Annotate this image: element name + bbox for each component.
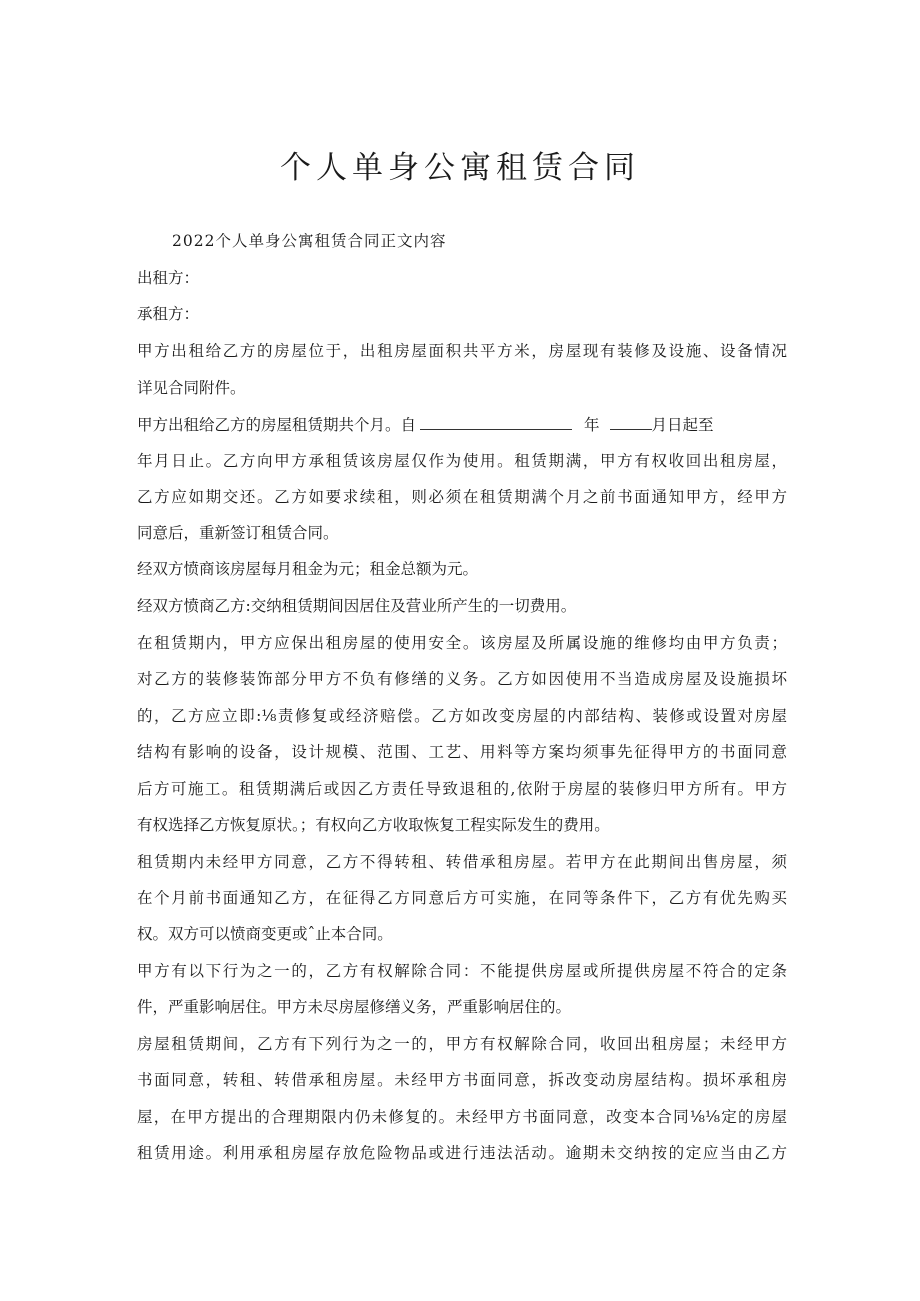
body-line: 甲方有以下行为之一的，乙方有权解除合同：不能提供房屋或所提供房屋不符合的定条 — [137, 962, 787, 980]
lease-term-text: 甲方出租给乙方的房屋租赁期共个月。自 — [137, 416, 417, 434]
body-line: 对乙方的装修装饰部分甲方不负有修缮的义务。乙方如因使用不当造成房屋及设施损坏 — [137, 670, 787, 688]
body-line: 同意后，重新签订租赁合同。 — [137, 524, 339, 542]
body-line: 详见合同附件。 — [137, 379, 246, 397]
body-line: 经双方愤商乙方:交纳租赁期间因居住及营业所产生的一切费用。 — [137, 597, 577, 615]
body-line: 年月日止。乙方向甲方承租赁该房屋仅作为使用。租赁期满，甲方有权收回出租房屋， — [137, 452, 787, 470]
body-line: 屋，在甲方提出的合理期限内仍未修复的。未经甲方书面同意，改变本合同⅛⅛定的房屋 — [137, 1108, 787, 1126]
body-line: 结构有影响的设备，设计规模、范围、工艺、用料等方案均须事先征得甲方的书面同意 — [137, 743, 787, 761]
month-day-label: 月日起至 — [651, 416, 714, 434]
body-line: 权。双方可以愤商变更或ˆ止本合同。 — [137, 925, 393, 943]
start-year-blank — [420, 413, 572, 430]
body-line: 书面同意，转租、转借承租房屋。未经甲方书面同意，拆改变动房屋结构。损坏承租房 — [137, 1071, 787, 1089]
body-line: 在个月前书面通知乙方，在征得乙方同意后方可实施，在同等条件下，乙方有优先购买 — [137, 889, 787, 907]
lessee-label: 承租方： — [137, 305, 200, 323]
body-line: 后方可施工。租赁期满后或因乙方责任导致退租的,依附于房屋的装修归甲方所有。甲方 — [137, 780, 787, 798]
year-label: 年 — [584, 416, 600, 434]
document-title: 个人单身公寓租赁合同 — [280, 150, 640, 186]
lessor-label: 出租方： — [137, 269, 200, 287]
body-line: 经双方愤商该房屋每月租金为元；租金总额为元。 — [137, 560, 479, 578]
lease-term-line — [137, 413, 787, 436]
body-line: 租赁用途。利用承租房屋存放危险物品或进行违法活动。逾期未交纳按的定应当由乙方 — [137, 1144, 787, 1162]
document-subtitle: 2022个人单身公寓租赁合同正文内容 — [172, 232, 447, 250]
body-line: 乙方应如期交还。乙方如要求续租，则必须在租赁期满个月之前书面通知甲方，经甲方 — [137, 488, 787, 506]
body-line: 在租赁期内，甲方应保出租房屋的使用安全。该房屋及所属设施的维修均由甲方负责； — [137, 634, 787, 652]
body-line: 甲方出租给乙方的房屋位于，出租房屋面积共平方米，房屋现有装修及设施、设备情况 — [137, 342, 787, 360]
start-month-blank — [610, 413, 652, 430]
body-line: 房屋租赁期间，乙方有下列行为之一的，甲方有权解除合同，收回出租房屋；未经甲方 — [137, 1035, 787, 1053]
body-line: 的，乙方应立即:⅛责修复或经济赔偿。乙方如改变房屋的内部结构、装修或设置对房屋 — [137, 707, 787, 725]
body-line: 有权选择乙方恢复原状。；有权向乙方收取恢复工程实际发生的费用。 — [137, 816, 610, 834]
body-line: 件，严重影响居住。甲方未尽房屋修缮义务，严重影响居住的。 — [137, 998, 572, 1016]
body-line: 租赁期内未经甲方同意，乙方不得转租、转借承租房屋。若甲方在此期间出售房屋，须 — [137, 853, 787, 871]
